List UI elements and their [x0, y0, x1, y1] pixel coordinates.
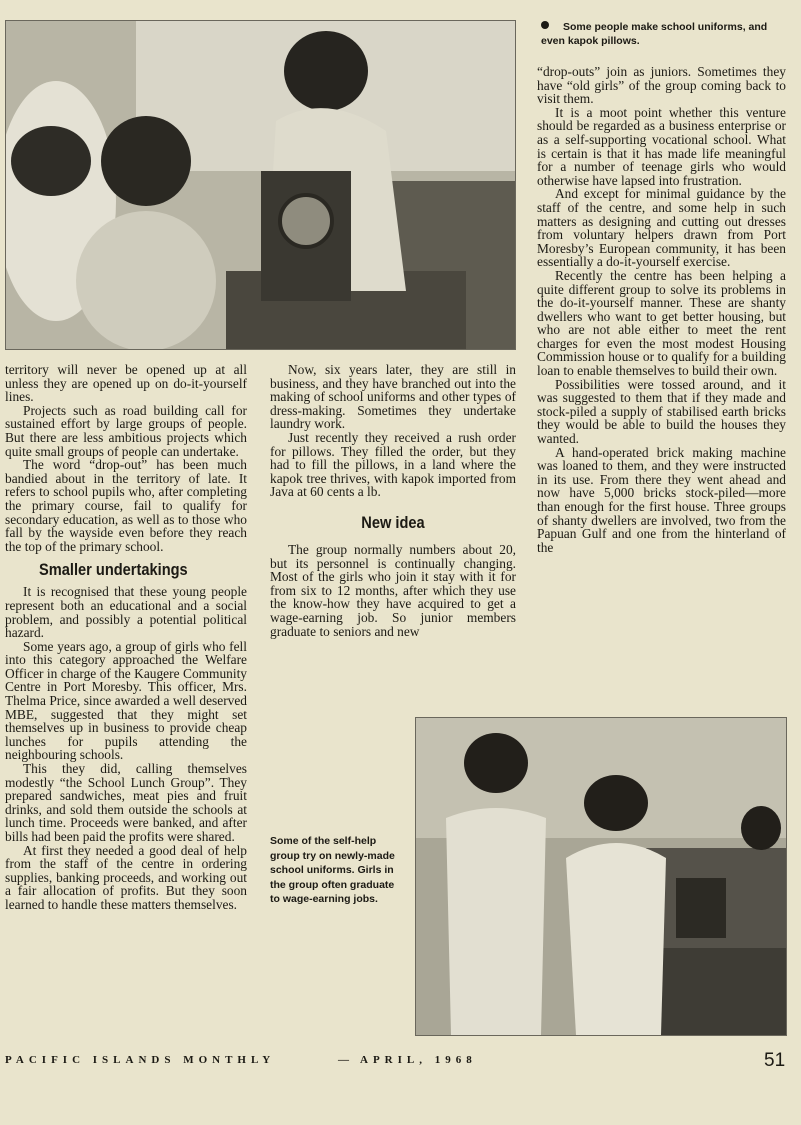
bullet-icon	[541, 21, 549, 29]
paragraph: A hand-operated brick making machine was loaned to them, and they were instructed in its use. From there they went ahead and now have 5,000 bricks stock-piled—more than enough for the first house. Three groups of shanty dwellers are involved, two from the Papuan Gulf and one from the hinterland of the	[537, 444, 786, 555]
paragraph: And except for minimal guidance by the staff of the centre, and some help in such matters as designing and cutting out dresses from voluntary helpers drawn from Port Moresby’s European community, it has been essentially a do-it-yourself exercise.	[537, 186, 786, 270]
paragraph: “drop-outs” join as juniors. Sometimes they have “old girls” of the group coming back to visit them.	[537, 64, 786, 107]
sewing-photo	[5, 20, 516, 350]
uniforms-photo-image	[416, 718, 786, 1035]
paragraph: The word “drop-out” has been much bandied about in the territory of late. It refers to school pupils who, after completing the primary course, fail to qualify for secondary education, as well as to those who fall by the wayside even before they reach the top of the primary school.	[5, 457, 247, 554]
paragraph: Some years ago, a group of girls who fell into this category approached the Welfare Officer in charge of the Kaugere Community Centre in Port Moresby. This officer, Mrs. Thelma Price, since awarded a well deserved MBE, suggested that they might set themselves up in business to provide cheap lunches for pupils attending the neighbouring schools.	[5, 638, 247, 763]
column-3	[537, 65, 786, 554]
paragraph: territory will never be opened up at all unless they are opened up on do-it-yourself lines.	[5, 362, 247, 405]
paragraph: It is a moot point whether this venture should be regarded as a business enterprise or as a self-supporting vocational school. What is certain is that it has made life meaningful for a number of teenage girls who would otherwise have lapsed into frustration.	[537, 104, 786, 188]
paragraph: At first they needed a good deal of help from the staff of the centre in ordering supplies, banking proceeds, and working out a fair allocation of profits. But they soon learned to handle these matters themselves.	[5, 842, 247, 912]
paragraph: It is recognised that these young people represent both an educational and a social problem, and possibly a potential political hazard.	[5, 584, 247, 641]
paragraph: Projects such as road building call for sustained effort by large groups of people. But there are less ambitious projects which quite small groups of people can undertake.	[5, 402, 247, 459]
uniforms-photo	[415, 717, 787, 1036]
paragraph: Recently the centre has been helping a quite different group to solve its problems in the do-it-yourself manner. These are shanty dwellers who want to get better housing, but who are not able either to meet the rent charges for even the most modest Housing Commission house or to qualify for a building loan to enable themselves to build their own.	[537, 267, 786, 379]
section-heading: Smaller undertakings	[39, 560, 188, 580]
footer-issue: APRIL, 1968	[360, 1054, 477, 1066]
paragraph: This they did, calling themselves modestly “the School Lunch Group”. They prepared sandwiches, meat pies and fruit drinks, and sold them outside the schools at lunch time. Proceeds were banked, and after bills had been paid the profits were shared.	[5, 761, 247, 844]
page-number: 51	[764, 1050, 786, 1071]
footer-magazine: PACIFIC ISLANDS MONTHLY	[5, 1054, 276, 1066]
sewing-photo-image	[6, 21, 515, 349]
footer-dash: —	[338, 1054, 349, 1066]
column-2	[270, 363, 516, 638]
photo-caption: Some of the self-help group try on newly-made school uniforms. Girls in the group often graduate to wage-earning jobs.	[270, 835, 395, 905]
paragraph: The group normally numbers about 20, but its personnel is continually changing. Most of the girls who join it stay with it for from six to 12 months, after which they use the know-how they have acquired to get a wage-earning job. So junior members graduate to seniors and new	[270, 541, 516, 639]
paragraph: Possibilities were tossed around, and it was suggested to them that if they made and stock-piled a supply of stabilised earth bricks they would be able to build the houses they wanted.	[537, 376, 786, 447]
top-caption: Some people make school uniforms, and even kapok pillows.	[541, 21, 768, 47]
column-1	[5, 363, 247, 912]
paragraph: Now, six years later, they are still in business, and they have branched out into the making of school uniforms and other types of dress-making. Sometimes they undertake laundry work.	[270, 362, 516, 432]
section-heading: New idea	[361, 512, 425, 532]
paragraph: Just recently they received a rush order for pillows. They filled the order, but they had to fill the pillows, in a land where the kapok tree thrives, with kapok imported from Java at 60 cents a lb.	[270, 429, 516, 500]
